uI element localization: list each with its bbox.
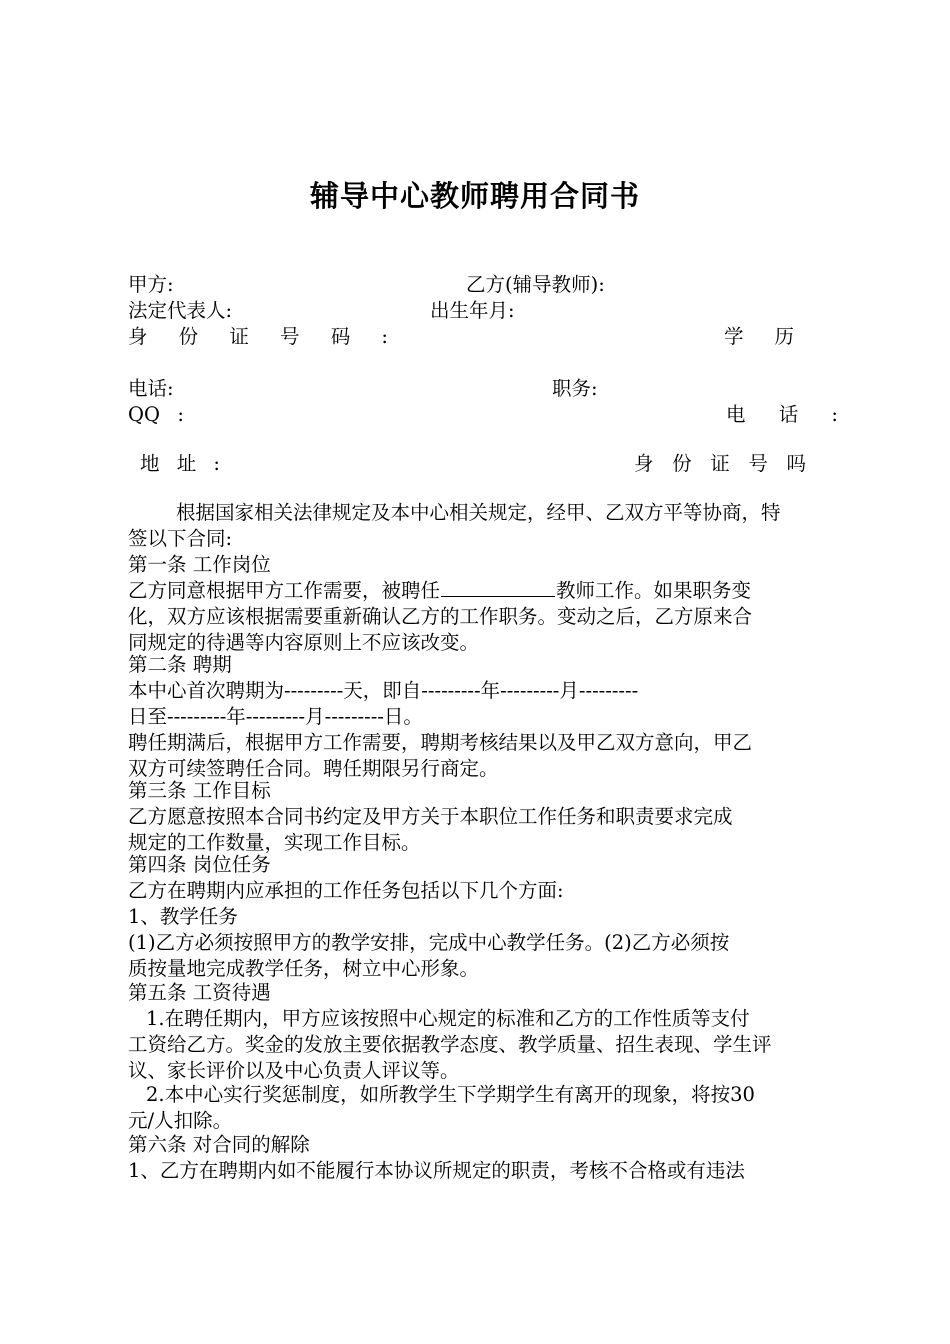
article-3-title: 第三条 工作目标 [128,779,271,802]
article-4-line-2: 1、教学任务 [128,905,238,928]
article-4-line-3: (1)乙方必须按照甲方的教学安排，完成中心教学任务。(2)乙方必须按 [128,931,730,954]
position-blank-line [441,578,555,597]
article-3-line-2: 规定的工作数量，实现工作目标。 [128,831,421,854]
article-5-line-5: 元/人扣除。 [128,1109,233,1132]
intro-line-2: 签以下合同: [128,527,233,550]
article-5-line-1: 1.在聘任期内，甲方应该按照中心规定的标准和乙方的工作性质等支付 [146,1007,750,1030]
birth-date-label: 出生年月: [430,299,515,322]
article-6-line-1: 1、乙方在聘期内如不能履行本协议所规定的职责，考核不合格或有违法 [128,1159,745,1182]
address-label: 地 址 : [140,452,220,475]
article-6-title: 第六条 对合同的解除 [128,1133,310,1156]
intro-line-1: 根据国家相关法律规定及本中心相关规定，经甲、乙双方平等协商，特 [176,501,781,524]
qq-label: QQ : [128,403,184,426]
article-1-line-2: 化，双方应该根据需要重新确认乙方的工作职务。变动之后，乙方原来合 [128,605,753,628]
article-2-line-3: 聘任期满后，根据甲方工作需要，聘期考核结果以及甲乙双方意向，甲乙 [128,731,753,754]
article-1-line-1: 乙方同意根据甲方工作需要，被聘任 教师工作。如果职务变 [128,579,752,602]
article-2-line-1: 本中心首次聘期为---------天，即自---------年---------月--------- [128,679,639,702]
phone-a-label: 电话: [128,377,174,400]
article-4-line-1: 乙方在聘期内应承担的工作任务包括以下几个方面: [128,879,564,902]
party-b-label: 乙方(辅导教师): [466,273,605,296]
id-number-b-label: 身 份 证 号 吗 [634,452,806,475]
article-5-line-3: 议、家长评价以及中心负责人评议等。 [128,1059,460,1082]
education-label: 学 历 [724,325,794,348]
legal-rep-label: 法定代表人: [128,299,233,322]
article-4-line-4: 质按量地完成教学任务，树立中心形象。 [128,957,480,980]
article-5-line-4: 2.本中心实行奖惩制度，如所教学生下学期学生有离开的现象，将按30 [146,1083,755,1106]
article-3-line-1: 乙方愿意按照本合同书约定及甲方关于本职位工作任务和职责要求完成 [128,805,733,828]
article-5-title: 第五条 工资待遇 [128,981,271,1004]
position-label: 职务: [552,377,598,400]
article-2-title: 第二条 聘期 [128,653,232,676]
phone-b-label: 电 话 : [726,403,838,426]
article-1-title: 第一条 工作岗位 [128,553,271,576]
party-a-label: 甲方: [128,273,174,296]
document-title: 辅导中心教师聘用合同书 [309,179,640,213]
id-number-label: 身 份 证 号 码 : [128,325,388,348]
article-4-title: 第四条 岗位任务 [128,853,271,876]
article-1-line-3: 同规定的待遇等内容原则上不应该改变。 [128,631,480,654]
article-2-line-4: 双方可续签聘任合同。聘任期限另行商定。 [128,757,499,780]
article-5-line-2: 工资给乙方。奖金的发放主要依据教学态度、教学质量、招生表现、学生评 [128,1033,772,1056]
article-2-line-2: 日至---------年---------月---------日。 [128,705,423,728]
